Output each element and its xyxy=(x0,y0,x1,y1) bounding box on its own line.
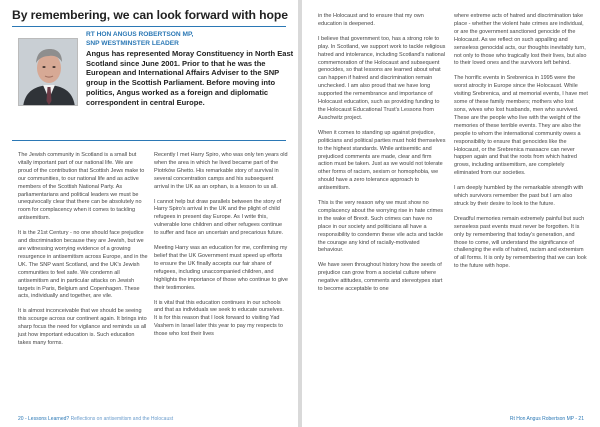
headline-rule-top xyxy=(12,26,286,27)
author-byline xyxy=(86,31,292,48)
author-role: SNP WESTMINSTER LEADER xyxy=(86,39,179,47)
author-bio: Angus has represented Moray Constituency in North East Scotland since June 2001. Prior to that he was the European and International Affairs Adviser to the SNP group in the Scottish Parliament. Before moving into politics, Angus worked as a foreign and diplomatic correspondent in central Europe. xyxy=(86,49,294,107)
left-page xyxy=(0,0,298,427)
paragraph: in the Holocaust and to ensure that my own education is deepened. xyxy=(318,13,424,27)
paragraph: Dreadful memories remain extremely painful but such senseless past events must never be forgotten. It is only by remembering that today's generation, and those to come, will understand the significance of challenging the evils of hatred, racism and extremism of all forms. It is only by remembering that we can look to the future with hope. xyxy=(454,215,587,270)
left-footer xyxy=(18,416,173,422)
paragraph: I believe that government too, has a strong role to play. In Scotland, we support work to tackle religious hatred and intolerance, including Scotland's national commemoration of the Holocaust and subsequent genocides, so that lessons are learned about what can happen if hatred and discrimination remain unchecked. I am also proud that we have long supported the remembrance and importance of Holocaust education, such as providing funding to the Holocaust Educational Trust's Lessons from Auschwitz project. xyxy=(318,35,446,121)
publication-title: Lessons Learned? xyxy=(28,416,70,422)
paragraph: where extreme acts of hatred and discrimination take place - whether the violent hate crimes are individual, or are the government sanctioned genocide of the Holocaust. As we reflect on such appalling and senseless genocidal acts, our thoughts inevitably turn, not only to those who tragically lost their lives, but also to their loved ones and the survivors left behind. xyxy=(454,13,587,67)
article-headline: By remembering, we can look forward with hope xyxy=(12,8,288,22)
paragraph: It is the 21st Century - no one should face prejudice and discrimination because they are Jewish, but we are witnessing worrying evidence of a growing resurgence in antisemitism across Europe, and in the UK. The SNP want Scotland, and the UK's Jewish communities to feel safe. We condemn all antisemitism and in particular attacks on Jewish targets in Paris, Belgium and Copenhagen. These acts, individually and together, are vile. xyxy=(18,230,148,300)
paragraph: It is almost inconceivable that we should be seeing this scourge across our continent again. It brings into sharp focus the need for vigilance and reminds us all just how important education is. Such education takes many forms. xyxy=(18,308,147,346)
headline-rule-bottom xyxy=(12,140,286,141)
footer-author-name: Rt Hon Angus Robertson MP xyxy=(509,416,574,422)
paragraph: It is vital that this education continues in our schools and that as individuals we seek to educate ourselves. It is for this reason that I look forward to visiting Yad Vashem in Israel later this year to pay my respects to those who lost their lives xyxy=(154,299,284,338)
paragraph: Meeting Harry was an education for me, confirming my belief that the UK Government must speed up efforts to ensure the UK finally accepts our fair share of refugees, including unaccompanied children, and highlights the importance of those who continue to give their testimonies. xyxy=(154,245,288,291)
author-portrait-image xyxy=(19,39,78,106)
author-portrait xyxy=(18,38,78,106)
right-footer xyxy=(510,416,584,422)
paragraph: Recently I met Harry Spiro, who was only ten years old when the area in which he lived became part of the Piotrków Ghetto. His remarkable story of survival in several concentration camps and his subsequent arrival in the UK as an orphan, is a lesson to us all. xyxy=(154,152,288,190)
paragraph: The Jewish community in Scotland is a small but vitally important part of our national life. We are proud of the contribution that Scottish Jews make to our communities, to our national life and as active members of the Scottish National Party. As parliamentarians and political leaders we must be unequivocally clear that there can be absolutely no room for complacency when it comes to tackling antisemitism. xyxy=(18,152,145,222)
page-number-right: - 21 xyxy=(575,416,584,422)
paragraph: This is the very reason why we must show no complacency about the worrying rise in hate crimes in the wake of Brexit. Such crimes can have no place in our society and politicians all have a responsibility to condemn these vile acts and tackle the courage any kind of racially-motivated behaviour. xyxy=(318,200,444,254)
left-column-2 xyxy=(154,152,288,346)
paragraph: I am deeply humbled by the remarkable strength with which survivors remember the past but I am also struck by their desire to look to the future. xyxy=(454,185,584,207)
paragraph: The horrific events in Srebrenica in 1995 were the worst atrocity in Europe since the Holocaust. While visiting Srebrenica, and at memorial events, I have met some of these family members; mothers who lost sons, wives who lost husbands, men who survived. These are the people who live with the weight of the memories of these terrible events. They are also the people to whom the international community owes a responsibility to ensure that genocides like the Holocaust, or the Srebrenica massacre can never happen again and that the roots from which hatred grows, including antisemitism, are completely eliminated from our societies. xyxy=(454,75,588,177)
paragraph: We have seen throughout history how the seeds of prejudice can grow from a societal culture where negative attitudes, comments and stereotypes start to become acceptable to one xyxy=(318,262,443,293)
publication-subtitle: Reflections on antisemitism and the Holocaust xyxy=(70,416,174,422)
right-column-1 xyxy=(318,13,446,301)
right-page xyxy=(302,0,600,427)
paragraph: I cannot help but draw parallels between the story of Harry Spiro's arrival in the UK and the plight of child refugees in present day Europe. As I write this, vulnerable lone children and other refugees continue to suffer and face an uncertain and precarious future. xyxy=(154,198,284,237)
right-column-2 xyxy=(454,13,588,278)
page-number-left: 20 - xyxy=(18,416,27,422)
left-column-1 xyxy=(18,152,148,355)
author-name: RT HON ANGUS ROBERTSON MP, xyxy=(86,31,194,38)
paragraph: When it comes to standing up against prejudice, politicians and political parties must hold themselves to the highest standards. While antisemitic and prejudiced comments are made, clear and firm action must be taken. Just as we would not tolerate other forms of racism, sexism or homophobia, we should have a zero tolerance approach to antisemitism. xyxy=(318,129,446,192)
